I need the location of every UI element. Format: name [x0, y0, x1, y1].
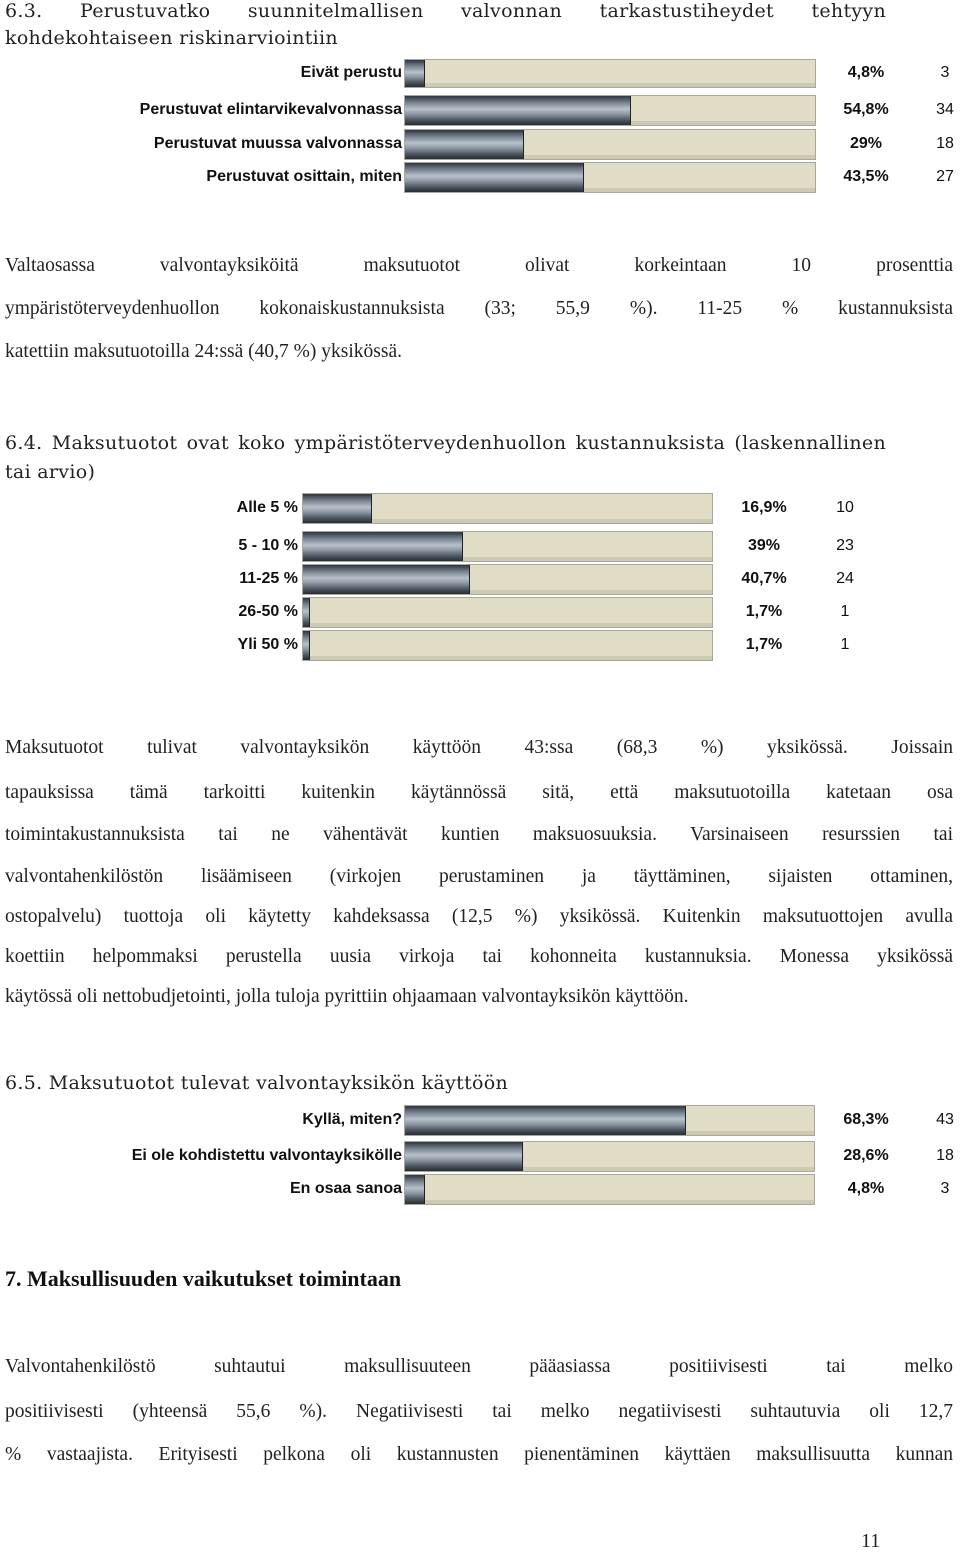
bar-track — [404, 59, 816, 88]
paragraph-2-line4: valvontahenkilöstön lisäämiseen (virkojen perustaminen ja täyttäminen, sijaisten ottaminen, — [5, 866, 953, 887]
bar-track — [302, 564, 713, 595]
bar-count-label: 34 — [936, 100, 954, 118]
paragraph-2-line7: käytössä oli nettobudjetointi, jolla tuloja pyrittiin ohjaamaan valvontayksikön käyttöön. — [5, 986, 689, 1007]
bar-count-label: 23 — [836, 536, 854, 554]
bar-label: Perustuvat elintarvikevalvonnassa — [139, 100, 402, 118]
question-6-3-title-line1: 6.3. Perustuvatko suunnitelmallisen valvonnan tarkastustiheydet tehtyyn — [5, 0, 886, 22]
question-6-3-title-line2: kohdekohtaiseen riskinarviointiin — [5, 27, 338, 49]
bar-label: 11-25 % — [239, 569, 298, 587]
bar-label: Perustuvat muussa valvonnassa — [153, 134, 402, 152]
bar-track — [404, 1105, 815, 1136]
bar-percent-label: 1,7% — [745, 635, 783, 653]
bar-percent-label: 54,8% — [843, 100, 889, 118]
bar-label: En osaa sanoa — [289, 1179, 402, 1197]
bar-percent-label: 28,6% — [843, 1146, 889, 1164]
bar-label: Eivät perustu — [300, 63, 402, 81]
bar-track — [302, 630, 713, 661]
bar — [405, 60, 425, 87]
bar-track — [404, 95, 816, 126]
paragraph-2-line1: Maksutuotot tulivat valvontayksikön käyttöön 43:ssa (68,3 %) yksikössä. Joissain — [5, 737, 953, 758]
bar — [303, 565, 470, 594]
paragraph-2-line3: toimintakustannuksista tai ne vähentävät kuntien maksuosuuksia. Varsinaiseen resurssien tai — [5, 824, 953, 845]
bar — [303, 494, 372, 523]
bar — [405, 1175, 425, 1204]
bar-track — [404, 1141, 815, 1172]
bar-percent-label: 4,8% — [847, 1179, 885, 1197]
question-6-5-title: 6.5. Maksutuotot tulevat valvontayksikön käyttöön — [5, 1072, 509, 1094]
bar-count-label: 3 — [940, 63, 950, 81]
section-7-title: 7. Maksullisuuden vaikutukset toimintaan — [5, 1266, 402, 1291]
bar-count-label: 18 — [936, 1146, 954, 1164]
bar-percent-label: 4,8% — [847, 63, 885, 81]
bar-count-label: 43 — [936, 1110, 954, 1128]
bar-label: Perustuvat osittain, miten — [206, 167, 402, 185]
paragraph-1-line2: ympäristöterveydenhuollon kokonaiskustannuksista (33; 55,9 %). 11-25 % kustannuksista — [5, 298, 953, 319]
question-6-4-title-line2: tai arvio) — [5, 461, 96, 483]
section-7-line3: % vastaajista. Erityisesti pelkona oli kustannusten pienentäminen käyttäen maksullisuutta kunnan — [5, 1444, 953, 1465]
bar-label: Yli 50 % — [237, 635, 298, 653]
page-number: 11 — [861, 1530, 881, 1552]
bar-percent-label: 40,7% — [741, 569, 787, 587]
section-7-line1: Valvontahenkilöstö suhtautui maksullisuuteen pääasiassa positiivisesti tai melko — [5, 1356, 953, 1377]
bar-percent-label: 39% — [747, 536, 781, 554]
bar — [303, 598, 310, 627]
bar-count-label: 1 — [840, 635, 850, 653]
bar — [303, 631, 310, 660]
section-7-line2: positiivisesti (yhteensä 55,6 %). Negatiivisesti tai melko negatiivisesti suhtautuvia oli 12,7 — [5, 1401, 953, 1422]
bar-count-label: 3 — [940, 1179, 950, 1197]
bar-track — [404, 1174, 815, 1205]
bar-count-label: 27 — [936, 167, 954, 185]
paragraph-2-line6: koettiin helpommaksi perustella uusia virkoja tai kohonneita kustannuksia. Monessa yksikössä — [5, 946, 953, 967]
bar-label: Ei ole kohdistettu valvontayksikölle — [131, 1146, 402, 1164]
bar-track — [302, 493, 713, 524]
bar-label: 26-50 % — [238, 602, 298, 620]
bar — [303, 532, 463, 561]
bar-label: Alle 5 % — [236, 498, 298, 516]
bar — [405, 1106, 686, 1135]
bar — [405, 1142, 523, 1171]
question-6-4-title-line1: 6.4. Maksutuotot ovat koko ympäristöterveydenhuollon kustannuksista (laskennallinen — [5, 432, 886, 454]
bar-percent-label: 16,9% — [741, 498, 787, 516]
bar-label: Kyllä, miten? — [302, 1110, 402, 1128]
bar-percent-label: 1,7% — [745, 602, 783, 620]
bar — [405, 163, 584, 192]
bar-count-label: 10 — [836, 498, 854, 516]
paragraph-2-line2: tapauksissa tämä tarkoitti kuitenkin käytännössä sitä, että maksutuotoilla katetaan osa — [5, 782, 953, 803]
bar-track — [404, 129, 816, 160]
bar-count-label: 24 — [836, 569, 854, 587]
bar-percent-label: 68,3% — [843, 1110, 889, 1128]
bar — [405, 96, 631, 125]
bar-count-label: 18 — [936, 134, 954, 152]
bar-percent-label: 29% — [849, 134, 883, 152]
bar-label: 5 - 10 % — [238, 536, 298, 554]
bar-percent-label: 43,5% — [843, 167, 889, 185]
bar-track — [404, 162, 816, 193]
paragraph-2-line5: ostopalvelu) tuottoja oli käytetty kahdeksassa (12,5 %) yksikössä. Kuitenkin maksutuottojen avulla — [5, 906, 953, 927]
paragraph-1-line3: katettiin maksutuotoilla 24:ssä (40,7 %) yksikössä. — [5, 341, 402, 362]
paragraph-1-line1: Valtaosassa valvontayksiköitä maksutuotot olivat korkeintaan 10 prosenttia — [5, 255, 953, 276]
bar-track — [302, 597, 713, 628]
bar — [405, 130, 524, 159]
bar-count-label: 1 — [840, 602, 850, 620]
bar-track — [302, 531, 713, 562]
